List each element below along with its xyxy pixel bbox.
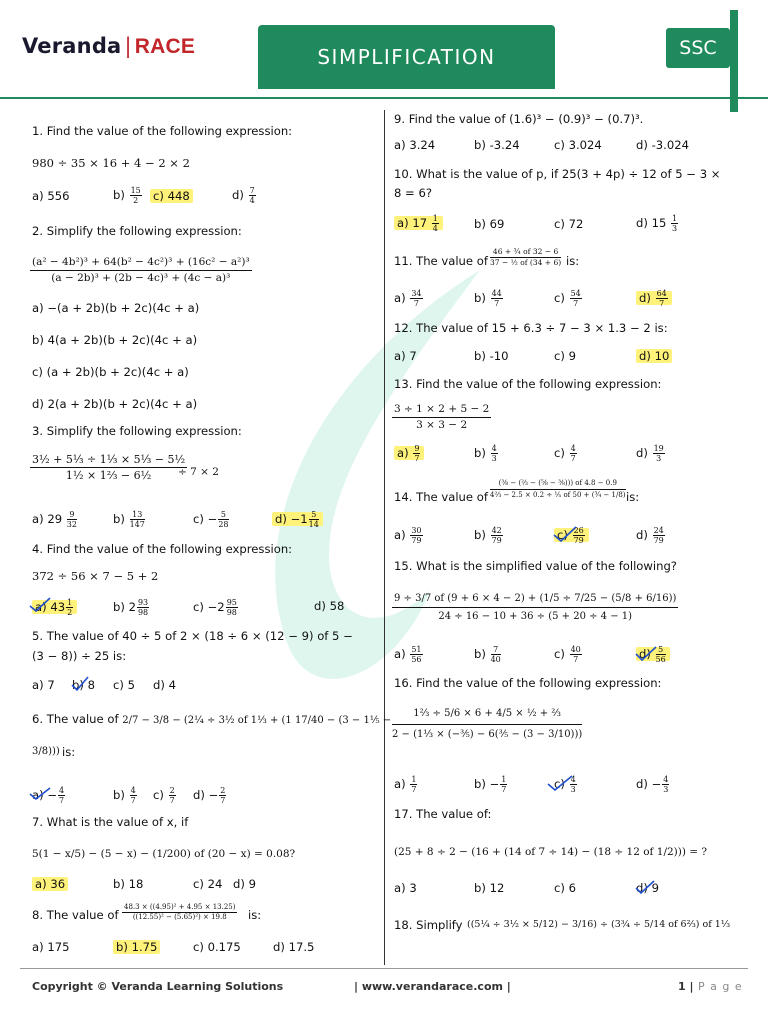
exam-badge: SSC [666, 28, 730, 68]
q16-fraction: 1⅔ ÷ 5/6 × 6 + 4/5 × ½ + ⅔ 2 − (1⅓ × (−⅗) − 6(⅗ − (3 − 3/10))) [392, 704, 582, 745]
q9-option-c: c) 3.024 [554, 138, 602, 152]
q4-option-a: a) 43 $\frac{1}{2}$ [32, 598, 77, 617]
q3-option-c: c) − $\frac{5}{28}$ [193, 510, 229, 529]
q10-text-2: 8 = 6? [394, 186, 432, 200]
q6-option-a: a) − $\frac{4}{7}$ [32, 786, 65, 805]
q6-tick-icon [28, 784, 52, 802]
q1-option-a: a) 556 [32, 189, 70, 203]
q11-text: 11. The value of [394, 254, 488, 268]
footer-divider [20, 968, 748, 969]
q2-option-a: a) −(a + 2b)(b + 2c)(4c + a) [32, 301, 200, 315]
q17-expression: (25 + 8 ÷ 2 − (16 + (14 of 7 ÷ 14) − (18 ÷ 12 of 1/2))) = ? [394, 846, 708, 858]
q4-tick-icon [28, 596, 52, 614]
q14-option-c: c) $\frac{26}{79}$ [554, 526, 589, 545]
q9-option-d: d) -3.024 [636, 138, 689, 152]
q2-option-d: d) 2(a + 2b)(b + 2c)(4c + a) [32, 397, 198, 411]
brand-logo [22, 34, 195, 59]
q14-option-d: d) $\frac{24}{79}$ [636, 526, 664, 545]
q6-text: 6. The value of 2/7 − 3/8 − (2¼ ÷ 3½ of 1⅓ + (1 17/40 − (3 − 1⅕ − [32, 712, 392, 726]
q14-text: 14. The value of [394, 490, 488, 504]
q5-text-2: (3 − 8)) ÷ 25 is: [32, 649, 127, 663]
q4-option-d: d) 58 [314, 599, 345, 613]
q3-fraction: 3½ + 5⅓ ÷ 1⅓ × 5⅓ − 5½ 1½ × 1⅔ − 6½ [32, 453, 186, 482]
q7-option-b: b) 18 [113, 877, 144, 891]
q17-tick-icon [634, 878, 656, 896]
q8-option-b: b) 1.75 [113, 939, 160, 955]
q14-fraction: (⅜ − (⅔ − (⅝ − ⅜))) of 4.8 − 0.9 4⅔ − 2.5 × 0.2 ÷ ⅕ of 50 + (¾ − 1/8) [490, 479, 626, 499]
q3-option-d: d) −1 $\frac{5}{14}$ [272, 510, 323, 529]
q15-option-b: b) $\frac{7}{40}$ [474, 645, 501, 664]
q8-fraction: 48.3 × ((4.95)² + 4.95 × 13.25) ((12.55)² − (5.65)²) × 19.8 [124, 903, 236, 921]
q13-option-d: d) $\frac{19}{3}$ [636, 444, 664, 463]
footer-page-number: 1 | P a g e [678, 980, 743, 993]
q10-option-c: c) 72 [554, 217, 584, 231]
q10-option-d: d) 15 $\frac{1}{3}$ [636, 214, 678, 233]
q10-option-a: a) 17 $\frac{1}{4}$ [394, 214, 443, 233]
q13-option-b: b) $\frac{4}{3}$ [474, 444, 497, 463]
q13-fraction: 3 ÷ 1 × 2 + 5 − 2 3 × 3 − 2 [394, 403, 490, 431]
q5-tick-icon [70, 675, 90, 693]
footer-website[interactable]: | www.verandarace.com | [354, 980, 511, 993]
q9-text: 9. Find the value of (1.6)³ − (0.9)³ − (0.7)³. [394, 112, 644, 126]
q17-option-d: d) 9 [636, 881, 659, 895]
q1-option-b: b) $\frac{15}{2}$ [113, 186, 141, 205]
q18-text: 18. Simplify [394, 918, 463, 932]
q4-text: 4. Find the value of the following expression: [32, 542, 293, 556]
q6-option-d: d) − $\frac{2}{7}$ [193, 786, 226, 805]
q2-option-b: b) 4(a + 2b)(b + 2c)(4c + a) [32, 333, 198, 347]
page-title: SIMPLIFICATION [258, 25, 555, 89]
q7-option-d: d) 9 [233, 877, 256, 891]
q4-option-b: b) 2 $\frac{93}{98}$ [113, 598, 149, 617]
q14-is: is: [626, 490, 640, 504]
q16-option-c: c) $\frac{4}{3}$ [554, 775, 576, 794]
q8-option-c: c) 0.175 [193, 940, 241, 954]
q12-option-d: d) 10 [636, 348, 672, 364]
q4-option-c: c) −2 $\frac{95}{98}$ [193, 598, 237, 617]
q3-option-b: b) $\frac{13}{147}$ [113, 510, 145, 529]
q5-option-a: a) 7 [32, 678, 55, 692]
q15-fraction: 9 ÷ 3/7 of (9 + 6 × 4 − 2) + (1/5 ÷ 7/25 − (5/8 + 6/16)) 24 ÷ 16 − 10 + 36 ÷ (5 + 20 ÷ 4 − 1) [392, 590, 678, 625]
q15-tick-icon [634, 643, 658, 663]
q15-option-a: a) $\frac{51}{56}$ [394, 645, 422, 664]
q13-option-c: c) $\frac{4}{7}$ [554, 444, 576, 463]
q1-option-c: c) 448 [150, 188, 193, 204]
q5-text: 5. The value of 40 ÷ 5 of 2 × (18 ÷ 6 × (12 − 9) of 5 − [32, 629, 353, 643]
q10-text: 10. What is the value of p, if 25(3 + 4p) ÷ 12 of 5 − 3 × [394, 167, 721, 181]
q8-text: 8. The value of [32, 908, 119, 922]
q12-option-a: a) 7 [394, 349, 417, 363]
q13-option-a: a) $\frac{9}{7}$ [394, 444, 424, 463]
q8-option-a: a) 175 [32, 940, 70, 954]
q12-option-b: b) -10 [474, 349, 509, 363]
footer-copyright: Copyright © Veranda Learning Solutions [32, 980, 284, 993]
q12-text: 12. The value of 15 + 6.3 ÷ 7 − 3 × 1.3 − 2 is: [394, 321, 668, 335]
q11-option-a: a) $\frac{34}{7}$ [394, 289, 422, 308]
q7-text: 7. What is the value of x, if [32, 815, 189, 829]
q16-text: 16. Find the value of the following expression: [394, 676, 662, 690]
q15-option-c: c) $\frac{40}{7}$ [554, 645, 581, 664]
q13-text: 13. Find the value of the following expression: [394, 377, 662, 391]
q7-expression: 5(1 − x/5) − (5 − x) − (1/200) of (20 − x) = 0.08? [32, 848, 296, 860]
q5-option-b: b) 8 [72, 678, 95, 692]
q16-option-d: d) − $\frac{4}{3}$ [636, 775, 669, 794]
q1-expression: 980 ÷ 35 × 16 + 4 − 2 × 2 [32, 156, 190, 170]
q5-option-c: c) 5 [113, 678, 135, 692]
q9-option-b: b) -3.24 [474, 138, 520, 152]
logo-race: RACE [134, 35, 196, 58]
q17-option-a: a) 3 [394, 881, 417, 895]
q7-option-c: c) 24 [193, 877, 223, 891]
q6-expression-cont: 3/8))) [32, 746, 60, 757]
logo-separator: | [124, 34, 132, 58]
q3-text: 3. Simplify the following expression: [32, 424, 242, 438]
column-divider [384, 110, 385, 965]
q1-option-d: d) $\frac{7}{4}$ [232, 186, 255, 205]
q18-expression: ((5¼ ÷ 3½ × 5/12) − 3/16) ÷ (3¾ ÷ 5/14 of 6⅔) of 1⅓ [467, 919, 731, 930]
q7-option-a: a) 36 [32, 876, 68, 892]
q6-is: is: [62, 745, 76, 759]
q2-fraction: (a² − 4b²)³ + 64(b² − 4c²)³ + (16c² − a²)³ (a − 2b)³ + (2b − 4c)³ + (4c − a)³ [32, 256, 250, 284]
q17-option-c: c) 6 [554, 881, 576, 895]
q2-text: 2. Simplify the following expression: [32, 224, 242, 238]
logo-veranda: Veranda [22, 34, 122, 58]
q11-is: is: [566, 254, 580, 268]
q16-option-b: b) − $\frac{1}{7}$ [474, 775, 507, 794]
q11-option-b: b) $\frac{44}{7}$ [474, 289, 502, 308]
q17-option-b: b) 12 [474, 881, 505, 895]
q11-fraction: 46 + ¾ of 32 − 6 37 − ½ of (34 + 6) [490, 247, 562, 267]
q16-option-a: a) $\frac{1}{7}$ [394, 775, 417, 794]
q6-option-b: b) $\frac{4}{7}$ [113, 786, 136, 805]
q14-option-a: a) $\frac{30}{79}$ [394, 526, 422, 545]
header-divider [0, 97, 768, 99]
q12-option-c: c) 9 [554, 349, 576, 363]
q10-option-b: b) 69 [474, 217, 505, 231]
q2-option-c: c) (a + 2b)(b + 2c)(4c + a) [32, 365, 189, 379]
q3-option-a: a) 29 $\frac{9}{32}$ [32, 510, 77, 529]
q9-option-a: a) 3.24 [394, 138, 436, 152]
q11-option-c: c) $\frac{54}{7}$ [554, 289, 581, 308]
q14-tick-icon [552, 524, 578, 544]
q5-option-d: d) 4 [153, 678, 176, 692]
q3-tail: ÷ 7 × 2 [178, 466, 219, 478]
q6-option-c: c) $\frac{2}{7}$ [153, 786, 175, 805]
q1-text: 1. Find the value of the following expression: [32, 124, 293, 138]
q8-is: is: [248, 908, 262, 922]
q11-option-d: d) $\frac{64}{7}$ [636, 289, 672, 308]
q17-text: 17. The value of: [394, 807, 492, 821]
q14-option-b: b) $\frac{42}{79}$ [474, 526, 502, 545]
q16-tick-icon [546, 773, 574, 793]
q15-text: 15. What is the simplified value of the following? [394, 559, 677, 573]
q8-option-d: d) 17.5 [273, 940, 315, 954]
q15-option-d: d) $\frac{5}{56}$ [636, 645, 670, 664]
q4-expression: 372 ÷ 56 × 7 − 5 + 2 [32, 569, 159, 583]
